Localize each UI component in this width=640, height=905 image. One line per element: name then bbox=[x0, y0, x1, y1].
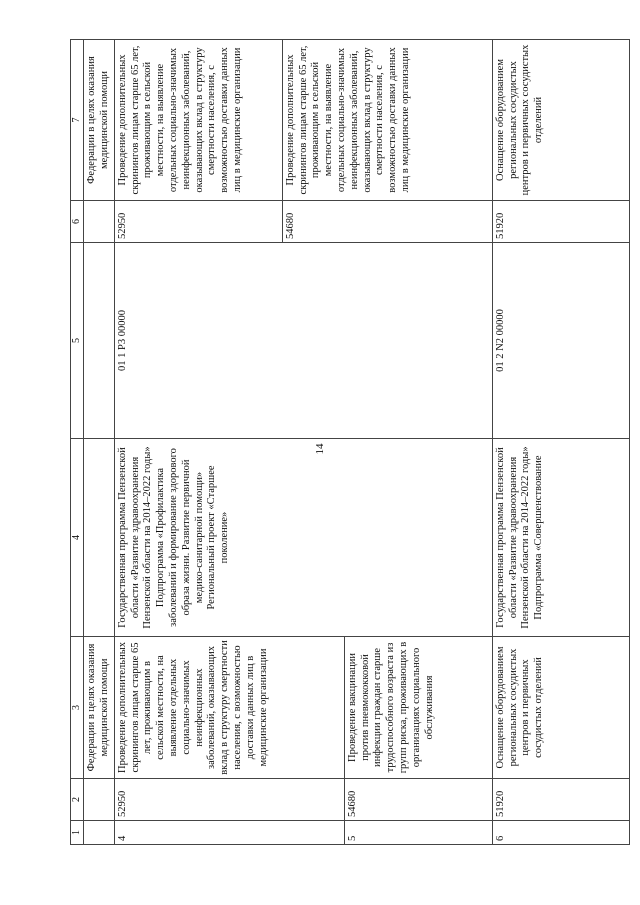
result-text: Оснащение оборудованием региональных сосудистых центров и первичных сосудистых отделений bbox=[492, 40, 629, 201]
code-cell-split bbox=[114, 201, 492, 243]
table-row-4 bbox=[114, 40, 344, 845]
program-cell bbox=[492, 439, 629, 637]
program-regional: Региональный проект «Старшее поколение» bbox=[206, 465, 231, 610]
row-number: 4 bbox=[114, 821, 344, 845]
header-row bbox=[71, 40, 84, 845]
kbk-code: 01 2 N2 00000 bbox=[492, 243, 629, 439]
event-name: Оснащение оборудованием региональных сосудистых центров и первичных сосудистых отделений bbox=[492, 637, 629, 779]
header-col-7: 7 bbox=[71, 40, 84, 201]
header-col-1: 1 bbox=[71, 821, 84, 845]
row-code: 52950 bbox=[114, 779, 344, 821]
code-6b: 54680 bbox=[284, 212, 296, 239]
row-number: 6 bbox=[492, 821, 629, 845]
code-6: 51920 bbox=[492, 201, 629, 243]
row-code: 51920 bbox=[492, 779, 629, 821]
event-name: Проведение дополнительных скринингов лицам старше 65 лет, проживающим в сельской местности, на выявление отдельных социально-значимых неинфекционных заболеваний, оказывающих вклад в структуру смертности населения, с возможностью доставки данных лиц в медицинские организации bbox=[114, 637, 344, 779]
result-b: Проведение дополнительных скринингов лицам старше 65 лет, проживающим в сельской местности, на выявление отдельных социально-значимых неинфекционных заболеваний, оказывающих вклад в структуру смертности населения, с возможностью доставки данных лиц в медицинские организации bbox=[284, 45, 411, 195]
code-6a: 52950 bbox=[115, 201, 283, 242]
header-col-6: 6 bbox=[71, 201, 84, 243]
continuation-text-col7: Федерации в целях оказания медицинской помощи bbox=[84, 40, 115, 201]
rotated-table-page bbox=[70, 40, 630, 845]
header-col-4: 4 bbox=[71, 439, 84, 637]
table-row-6 bbox=[492, 40, 629, 845]
program-sub: Подпрограмма «Совершенствование bbox=[533, 455, 545, 620]
result-cell-split bbox=[114, 40, 492, 201]
event-name: Проведение вакцинации против пневмококковой инфекции граждан старше трудоспособного возраста из групп риска, проживающих в организациях социального обслуживания bbox=[344, 637, 492, 779]
header-col-5: 5 bbox=[71, 243, 84, 439]
program-sub: Подпрограмма «Профилактика заболеваний и формирование здорового образа жизни. Развитие первичной медико-санитарной помощи» bbox=[155, 448, 205, 627]
header-col-2: 2 bbox=[71, 779, 84, 821]
result-a: Проведение дополнительных скринингов лицам старше 65 лет, проживающим в сельской местности, на выявление отдельных социально-значимых неинфекционных заболеваний, оказывающих вклад в структуру смертности населения, с возможностью доставки данных лиц в медицинские организации bbox=[115, 40, 283, 200]
continuation-text-col3: Федерации в целях оказания медицинской помощи bbox=[84, 637, 115, 779]
kbk-code: 01 1 P3 00000 bbox=[114, 243, 492, 439]
row-number: 5 bbox=[344, 821, 492, 845]
program-cell bbox=[114, 439, 492, 637]
program-state: Государственная программа Пензенской области «Развитие здравоохранения Пензенской области на 2014–2022 годы» bbox=[494, 446, 532, 629]
page-number: 14 bbox=[314, 443, 326, 455]
header-col-3: 3 bbox=[71, 637, 84, 779]
events-table bbox=[70, 39, 630, 845]
row-code: 54680 bbox=[344, 779, 492, 821]
continuation-row bbox=[84, 40, 115, 845]
program-state: Государственная программа Пензенской области «Развитие здравоохранения Пензенской области на 2014–2022 годы» bbox=[116, 446, 154, 629]
